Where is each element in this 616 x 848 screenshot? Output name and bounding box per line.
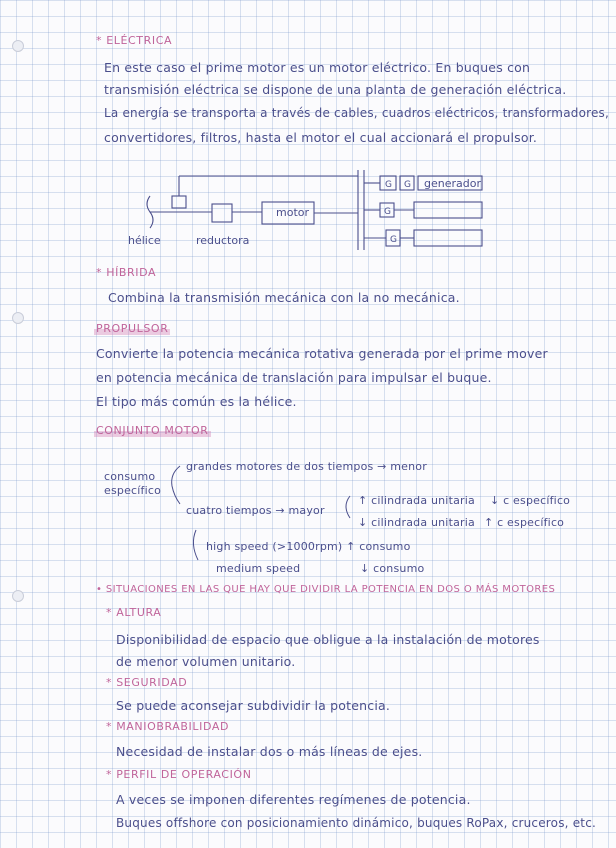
sub-cilindrada-1: ↑ cilindrada unitaria — [358, 494, 475, 507]
section-heading-propulsor: PROPULSOR — [96, 322, 169, 335]
gen-box-label-4: G — [390, 235, 397, 245]
gen-box-label-2: G — [404, 180, 411, 190]
section-heading-hibrida: * HÍBRIDA — [96, 266, 157, 279]
row-medium-speed-right: ↓ consumo — [360, 562, 425, 575]
text-line: Necesidad de instalar dos o más líneas de ejes. — [116, 744, 423, 759]
gen-box-label-1: G — [385, 180, 392, 190]
text-line: La energía se transporta a través de cables, cuadros eléctricos, transformadores, — [104, 106, 610, 120]
row-dos-tiempos: grandes motores de dos tiempos → menor — [186, 460, 427, 473]
text-line: transmisión eléctrica se dispone de una planta de generación eléctrica. — [104, 82, 567, 97]
text-line: A veces se imponen diferentes regímenes de potencia. — [116, 792, 471, 807]
text-line: En este caso el prime motor es un motor eléctrico. En buques con — [104, 60, 531, 75]
sub-cilindrada-2: ↓ cilindrada unitaria — [358, 516, 475, 529]
text-line: Disponibilidad de espacio que obligue a la instalación de motores — [116, 632, 540, 647]
row-medium-speed: medium speed — [216, 562, 301, 575]
text-line: en potencia mecánica de translación para impulsar el buque. — [96, 370, 492, 385]
especifico-label: específico — [104, 484, 162, 497]
label-helice: hélice — [128, 234, 161, 247]
gen-box-label-3: G — [384, 207, 391, 217]
label-motor: motor — [276, 206, 310, 219]
section-heading-electrica: * ELÉCTRICA — [96, 34, 173, 47]
consumo-label: consumo — [104, 470, 156, 483]
text-line: Se puede aconsejar subdividir la potencia. — [116, 698, 391, 713]
section-heading-situaciones: • SITUACIONES EN LAS QUE HAY QUE DIVIDIR LA POTENCIA EN DOS O MÁS MOTORES — [96, 584, 556, 595]
subheading-maniobrabilidad: * MANIOBRABILIDAD — [106, 720, 230, 733]
text-line: Buques offshore con posicionamiento dinámico, buques RoPax, cruceros, etc. — [116, 816, 597, 830]
subheading-perfil: * PERFIL DE OPERACIÓN — [106, 768, 252, 781]
subheading-seguridad: * SEGURIDAD — [106, 676, 188, 689]
text-line: convertidores, filtros, hasta el motor el cual accionará el propulsor. — [104, 130, 538, 145]
sub-cilindrada-1-right: ↓ c específico — [490, 494, 571, 507]
text-line: Combina la transmisión mecánica con la no mecánica. — [108, 290, 460, 305]
sub-cilindrada-2-right: ↑ c específico — [484, 516, 565, 529]
subheading-altura: * ALTURA — [106, 606, 162, 619]
text-line: Convierte la potencia mecánica rotativa generada por el prime mover — [96, 346, 548, 361]
text-line: El tipo más común es la hélice. — [96, 394, 297, 409]
row-cuatro-tiempos: cuatro tiempos → mayor — [186, 504, 325, 517]
text-line: de menor volumen unitario. — [116, 654, 296, 669]
label-generador: generador — [424, 177, 481, 190]
label-reductora: reductora — [196, 234, 250, 247]
section-heading-conjunto: CONJUNTO MOTOR — [96, 424, 209, 437]
row-high-speed: high speed (>1000rpm) ↑ consumo — [206, 540, 411, 553]
